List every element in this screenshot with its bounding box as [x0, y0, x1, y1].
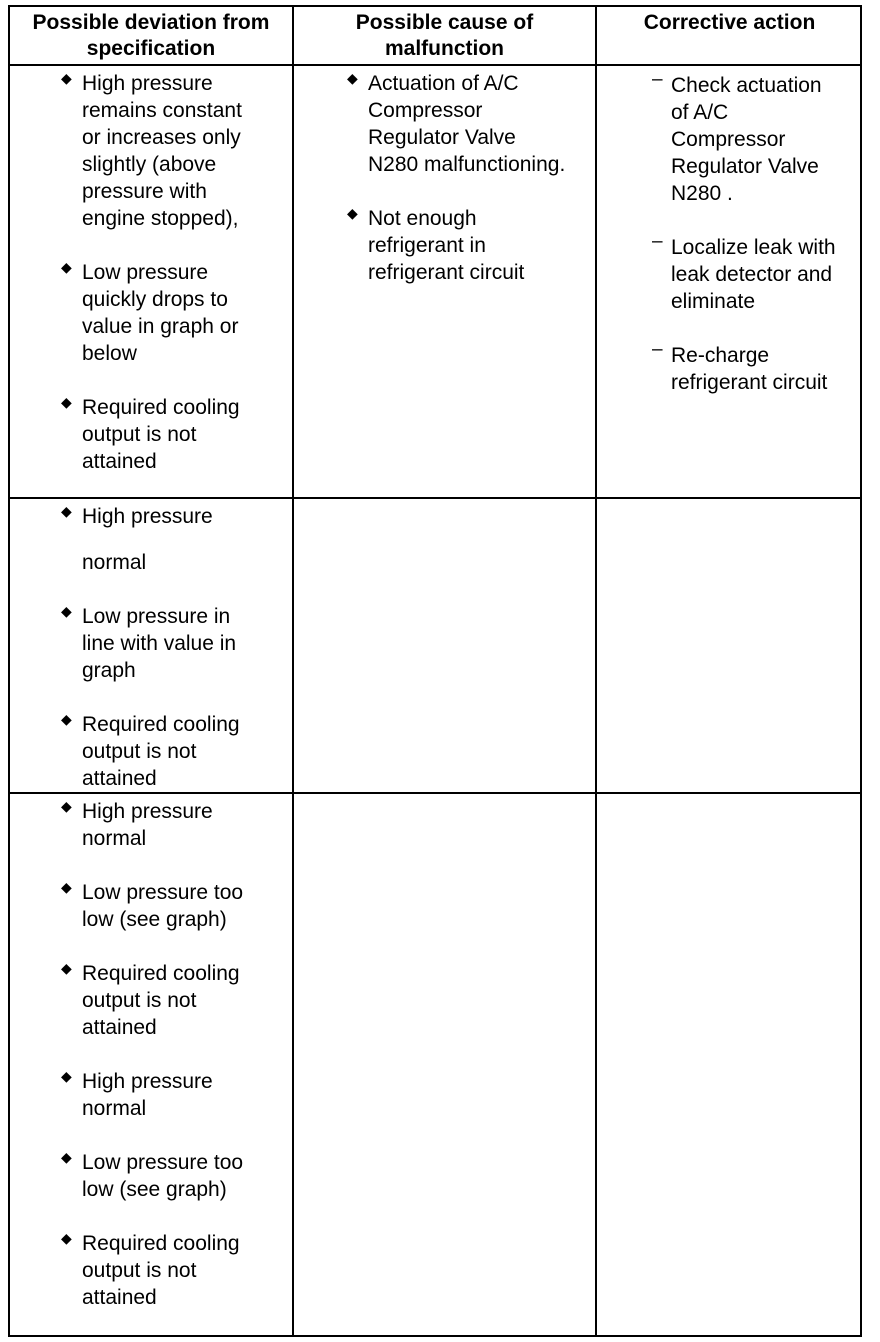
header-deviation	[10, 7, 292, 64]
header-cause-line1: Possible cause of	[355, 11, 534, 34]
row3-deviation-cell	[61, 798, 291, 1311]
text-line: value in graph or	[82, 315, 239, 338]
text-line: output is not	[82, 1259, 197, 1282]
row3-deviation-item	[61, 1149, 291, 1203]
text-line: N280 malfunctioning.	[368, 153, 566, 176]
text-line: Low pressure too	[82, 1151, 244, 1174]
text-line: High pressure	[82, 1070, 213, 1093]
text-line: refrigerant circuit	[368, 261, 525, 284]
text-line: graph	[82, 659, 136, 682]
diamond-bullet-icon: ◆	[347, 70, 358, 86]
text-line: High pressure	[82, 72, 213, 95]
dash-bullet-icon: –	[652, 231, 663, 252]
text-line: low (see graph)	[82, 1178, 227, 1201]
row1-cause-item	[347, 205, 593, 286]
text-line: Low pressure too	[82, 881, 244, 904]
row2-deviation-cell	[61, 503, 291, 792]
diamond-bullet-icon: ◆	[61, 711, 72, 727]
row1-deviation-cell	[61, 70, 291, 475]
text-line: normal	[82, 551, 147, 574]
text-line: attained	[82, 767, 157, 790]
text-line: Required cooling	[82, 713, 240, 736]
text-line: pressure with	[82, 180, 207, 203]
header-deviation-line1: Possible deviation from	[32, 11, 270, 34]
row3-deviation-item	[61, 1230, 291, 1311]
header-cause-line2: malfunction	[385, 37, 504, 60]
text-line: Compressor	[671, 128, 786, 151]
text-line: Not enough	[368, 207, 477, 230]
text-line: Regulator Valve	[368, 126, 516, 149]
text-line: low (see graph)	[82, 908, 227, 931]
column-divider-2	[595, 7, 597, 1335]
diamond-bullet-icon: ◆	[61, 1068, 72, 1084]
text-line: of A/C	[671, 101, 729, 124]
text-line: leak detector and	[671, 263, 833, 286]
diamond-bullet-icon: ◆	[61, 259, 72, 275]
row2-deviation-item	[61, 711, 291, 792]
text-line: High pressure	[82, 800, 213, 823]
text-line: Check actuation	[671, 74, 822, 97]
text-line: High pressure	[82, 505, 213, 528]
row3-deviation-item	[61, 1068, 291, 1122]
row1-action-item	[650, 231, 862, 315]
text-line: below	[82, 342, 137, 365]
diamond-bullet-icon: ◆	[61, 394, 72, 410]
text-line: Low pressure	[82, 261, 209, 284]
dash-bullet-icon: –	[652, 69, 663, 90]
diamond-bullet-icon: ◆	[61, 960, 72, 976]
row1-deviation-item	[61, 394, 291, 475]
diamond-bullet-icon: ◆	[61, 1149, 72, 1165]
text-line: output is not	[82, 989, 197, 1012]
text-line: remains constant	[82, 99, 242, 122]
row-divider-2	[10, 792, 860, 794]
header-divider	[10, 64, 860, 66]
text-line: attained	[82, 450, 157, 473]
row2-deviation-continuation	[61, 549, 291, 576]
text-line: Required cooling	[82, 962, 240, 985]
text-line: Compressor	[368, 99, 483, 122]
text-line: refrigerant circuit	[671, 371, 828, 394]
diamond-bullet-icon: ◆	[61, 70, 72, 86]
text-line: output is not	[82, 740, 197, 763]
row1-deviation-item	[61, 70, 291, 232]
column-divider-1	[292, 7, 294, 1335]
row1-action-cell	[650, 69, 862, 396]
text-line: N280 .	[671, 182, 733, 205]
diamond-bullet-icon: ◆	[61, 603, 72, 619]
text-line: line with value in	[82, 632, 237, 655]
row1-deviation-item	[61, 259, 291, 367]
text-line: Localize leak with	[671, 236, 836, 259]
text-line: quickly drops to	[82, 288, 228, 311]
diamond-bullet-icon: ◆	[61, 798, 72, 814]
text-line: Actuation of A/C	[368, 72, 519, 95]
diagnosis-table	[8, 5, 862, 1337]
dash-bullet-icon: –	[652, 339, 663, 360]
header-deviation-line2: specification	[86, 37, 216, 60]
diamond-bullet-icon: ◆	[61, 1230, 72, 1246]
row1-cause-cell	[347, 70, 593, 286]
row1-action-item	[650, 69, 862, 207]
text-line: refrigerant in	[368, 234, 486, 257]
row1-cause-item	[347, 70, 593, 178]
row3-deviation-item	[61, 798, 291, 852]
row2-deviation-item	[61, 503, 291, 530]
text-line: eliminate	[671, 290, 756, 313]
text-line: attained	[82, 1016, 157, 1039]
text-line: Re-charge	[671, 344, 770, 367]
header-cause	[294, 7, 595, 64]
row1-action-item	[650, 339, 862, 396]
row-divider-1	[10, 497, 860, 499]
header-action-line1: Corrective action	[643, 11, 816, 34]
text-line: output is not	[82, 423, 197, 446]
text-line: Required cooling	[82, 396, 240, 419]
text-line: normal	[82, 827, 147, 850]
header-corrective-action	[597, 7, 862, 64]
text-line: normal	[82, 1097, 147, 1120]
text-line: Low pressure in	[82, 605, 231, 628]
text-line: Required cooling	[82, 1232, 240, 1255]
diamond-bullet-icon: ◆	[61, 503, 72, 519]
text-line: slightly (above	[82, 153, 217, 176]
text-line: engine stopped),	[82, 207, 239, 230]
row3-deviation-item	[61, 960, 291, 1041]
text-line: or increases only	[82, 126, 241, 149]
diamond-bullet-icon: ◆	[347, 205, 358, 221]
diamond-bullet-icon: ◆	[61, 879, 72, 895]
text-line: attained	[82, 1286, 157, 1309]
row2-deviation-item	[61, 603, 291, 684]
row3-deviation-item	[61, 879, 291, 933]
text-line: Regulator Valve	[671, 155, 819, 178]
